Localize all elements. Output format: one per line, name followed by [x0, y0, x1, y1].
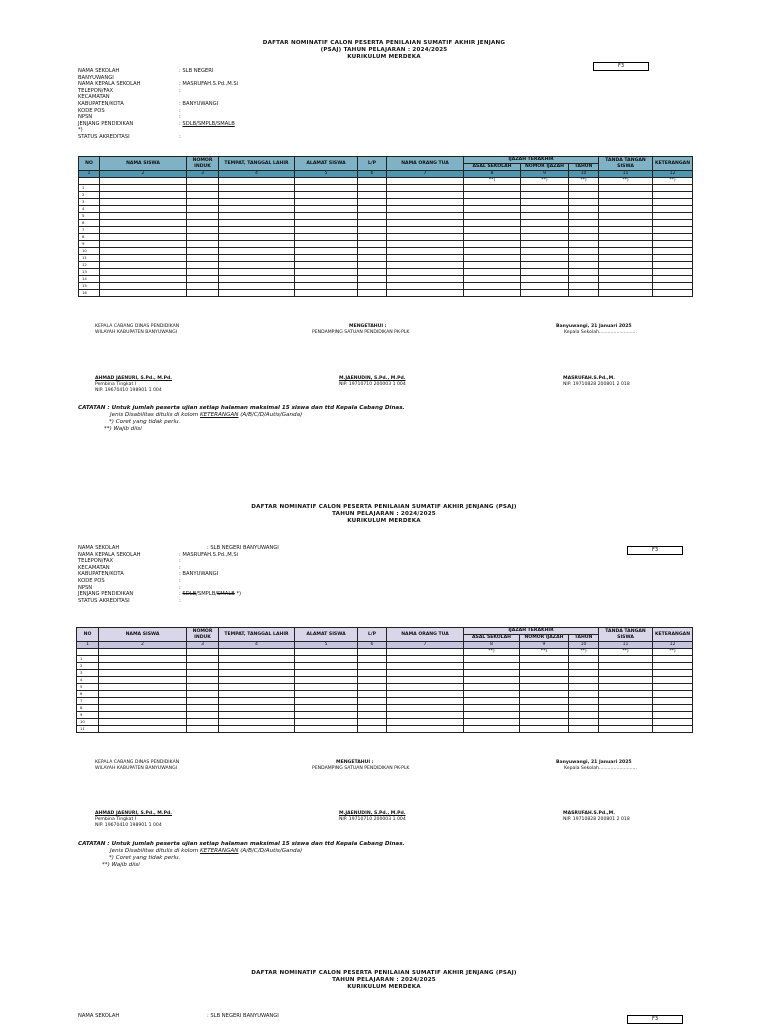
row-number: 3 — [79, 199, 100, 206]
sign-mid-name: M.JAENUDIN, S.Pd., M.Pd. NIP. 19710710 200003 1 004 — [339, 811, 406, 822]
table-row — [79, 213, 693, 220]
row-number: 5 — [77, 684, 99, 691]
row-number: 10 — [77, 719, 99, 726]
sign-right-title: Banyuwangi, 21 Januari 2025 Kepala Sekolah.......................... — [556, 324, 637, 335]
col-asal-sekolah: ASAL SEKOLAH — [464, 635, 520, 642]
sign-mid-name: M.JAENUDIN, S.Pd., M.Pd. NIP. 19710710 200003 1 004 — [339, 376, 406, 387]
page-title: DAFTAR NOMINATIF CALON PESERTA PENILAIAN SUMATIF AKHIR JENJANG (PSAJ) TAHUN PELAJARAN : 2024/2025 KURIKULUM MERDEKA — [251, 504, 517, 524]
col-orang-tua: NAMA ORANG TUA — [387, 157, 464, 171]
table-row — [77, 705, 693, 712]
col-tahun: TAHUN — [569, 635, 599, 642]
row-number: 4 — [79, 206, 100, 213]
col-asal-sekolah: ASAL SEKOLAH — [464, 164, 521, 171]
col-ijazah: IJAZAH TERAKHIR — [464, 157, 599, 164]
row-number: 6 — [79, 220, 100, 227]
row-number: 13 — [79, 269, 100, 276]
row-number: 15 — [79, 283, 100, 290]
row-number: 4 — [77, 677, 99, 684]
sign-left-name: AHMAD JAENURI, S.Pd., M.Pd. Pembina Tingkat I NIP. 19670410 198901 1 004 — [95, 811, 173, 828]
required-mark-row: **) **) **) **) **) — [79, 178, 693, 185]
table-row — [77, 684, 693, 691]
row-number: 10 — [79, 248, 100, 255]
table-row — [77, 726, 693, 733]
col-lp: L/P — [358, 628, 387, 642]
row-number: 11 — [77, 726, 99, 733]
column-number-row: 1 2 3 4 5 6 7 8 9 10 11 12 — [79, 171, 693, 178]
form-code-box: F3 — [593, 62, 649, 71]
sign-right-title: Banyuwangi, 21 Januari 2025 Kepala Sekolah.......................... — [556, 760, 637, 771]
sign-left-title: KEPALA CABANG DINAS PENDIDIKAN WILAYAH KABUPATEN BANYUWANGI — [95, 760, 180, 771]
row-number: 16 — [79, 290, 100, 297]
required-mark-row: **) **) **) **) **) — [77, 649, 693, 656]
sign-mid-title: MENGETAHUI : PENDAMPING SATUAN PENDIDIKAN PK-PLK — [312, 324, 410, 335]
table-row — [79, 276, 693, 283]
row-number: 7 — [77, 698, 99, 705]
row-number: 2 — [77, 663, 99, 670]
col-no: NO — [79, 157, 100, 171]
row-number: 14 — [79, 276, 100, 283]
student-table — [78, 156, 693, 297]
table-row — [77, 719, 693, 726]
col-ijazah: IJAZAH TERAKHIR — [464, 628, 599, 635]
row-number: 1 — [77, 656, 99, 663]
row-number: 8 — [77, 705, 99, 712]
row-number: 11 — [79, 255, 100, 262]
row-number: 7 — [79, 227, 100, 234]
col-keterangan: KETERANGAN — [653, 628, 693, 642]
page-title: DAFTAR NOMINATIF CALON PESERTA PENILAIAN SUMATIF AKHIR JENJANG (PSAJ) TAHUN PELAJARAN : 2024/2025 KURIKULUM MERDEKA — [251, 970, 517, 990]
table-row — [77, 656, 693, 663]
col-ttl: TEMPAT, TANGGAL LAHIR — [219, 628, 295, 642]
table-row — [79, 262, 693, 269]
table-row — [79, 192, 693, 199]
col-alamat: ALAMAT SISWA — [295, 628, 358, 642]
table-row — [79, 255, 693, 262]
col-nomor-ijazah: NOMOR IJAZAH — [520, 635, 569, 642]
page-title: DAFTAR NOMINATIF CALON PESERTA PENILAIAN SUMATIF AKHIR JENJANG (PSAJ) TAHUN PELAJARAN : 2024/2025 KURIKULUM MERDEKA — [262, 40, 506, 60]
row-number: 2 — [79, 192, 100, 199]
table-row — [79, 206, 693, 213]
sign-right-name: MASRUFAH.S.Pd.,M. NIP. 19710828 200801 2 018 — [563, 376, 630, 387]
table-row — [79, 185, 693, 192]
column-number-row: 1 2 3 4 5 6 7 8 9 10 11 12 — [77, 642, 693, 649]
table-row — [79, 269, 693, 276]
row-number: 6 — [77, 691, 99, 698]
form-code-box: F3 — [627, 546, 683, 555]
table-row — [79, 234, 693, 241]
col-tahun: TAHUN — [569, 164, 599, 171]
row-number: 12 — [79, 262, 100, 269]
table-row — [79, 227, 693, 234]
table-row — [79, 283, 693, 290]
student-table — [76, 627, 693, 733]
col-ttd: TANDA TANGAN SISWA — [599, 628, 653, 642]
col-no: NO — [77, 628, 99, 642]
table-row — [79, 290, 693, 297]
table-row — [77, 698, 693, 705]
col-lp: L/P — [358, 157, 387, 171]
table-row — [79, 199, 693, 206]
row-number: 5 — [79, 213, 100, 220]
sign-left-title: KEPALA CABANG DINAS PENDIDIKAN WILAYAH KABUPATEN BANYUWANGI — [95, 324, 180, 335]
col-nama-siswa: NAMA SISWA — [99, 628, 187, 642]
form-code-box: F3 — [627, 1015, 683, 1024]
table-row — [77, 691, 693, 698]
table-row — [79, 220, 693, 227]
col-nama-siswa: NAMA SISWA — [100, 157, 187, 171]
col-nomor-induk: NOMOR INDUK — [187, 157, 219, 171]
notes: CATATAN : Untuk jumlah peserta ujian setiap halaman maksimal 15 siswa dan ttd Kepala Cabang Dinas. Jenis Disabilitas ditulis di kolom KETERANGAN (A/B/C/D/Autis/Ganda) *) Coret yang tidak perlu. **) Wajib diisi — [78, 405, 405, 432]
row-number: 1 — [79, 185, 100, 192]
sign-left-name: AHMAD JAENURI, S.Pd., M.Pd. Pembina Tingkat I NIP. 19670410 198901 1 004 — [95, 376, 173, 393]
sign-right-name: MASRUFAH.S.Pd.,M. NIP. 19710828 200801 2 018 — [563, 811, 630, 822]
col-ttl: TEMPAT, TANGGAL LAHIR — [219, 157, 295, 171]
row-number: 9 — [79, 241, 100, 248]
col-keterangan: KETERANGAN — [653, 157, 693, 171]
row-number: 8 — [79, 234, 100, 241]
table-row — [79, 241, 693, 248]
table-row — [79, 248, 693, 255]
col-ttd: TANDA TANGAN SISWA — [599, 157, 653, 171]
notes: CATATAN : Untuk jumlah peserta ujian setiap halaman maksimal 15 siswa dan ttd Kepala Cabang Dinas. Jenis Disabilitas ditulis di kolom KETERANGAN (A/B/C/D/Autis/Ganda) *) Coret yang tidak perlu. **) Wajib diisi — [78, 841, 405, 868]
table-row — [77, 663, 693, 670]
col-orang-tua: NAMA ORANG TUA — [387, 628, 464, 642]
row-number: 3 — [77, 670, 99, 677]
col-alamat: ALAMAT SISWA — [295, 157, 358, 171]
school-info: NAMA SEKOLAH : SLB NEGERI BANYUWANGI NAMA KEPALA SEKOLAH : MASRUFAH.S.Pd.,M.Si TELEPON/FAX : KECAMATAN : KABUPATEN/KOTA : BANYUWANGI KODE POS : NPSN : JENJANG PENDIDIKAN : SDLB/SMPLB/SMALB *) STATUS AKREDITASI : — [78, 545, 279, 604]
col-nomor-ijazah: NOMOR IJAZAH — [521, 164, 569, 171]
school-info: NAMA SEKOLAH : SLB NEGERI BANYUWANGI — [78, 1013, 279, 1019]
table-row — [77, 677, 693, 684]
school-info: NAMA SEKOLAH : SLB NEGERI BANYUWANGI NAMA KEPALA SEKOLAH : MASRUFAH.S.Pd.,M.Si TELEPON/FAX : KECAMATAN KABUPATEN/KOTA : BANYUWANGI KODE POS : NPSN : JENJANG PENDIDIKAN : SDLB/SMPLB/SMALB *) STATUS AKREDITASI : — [78, 68, 239, 140]
row-number: 9 — [77, 712, 99, 719]
table-row — [77, 670, 693, 677]
sign-mid-title: MENGETAHUI : PENDAMPING SATUAN PENDIDIKAN PK-PLK — [312, 760, 410, 771]
col-nomor-induk: NOMOR INDUK — [187, 628, 219, 642]
table-row — [77, 712, 693, 719]
